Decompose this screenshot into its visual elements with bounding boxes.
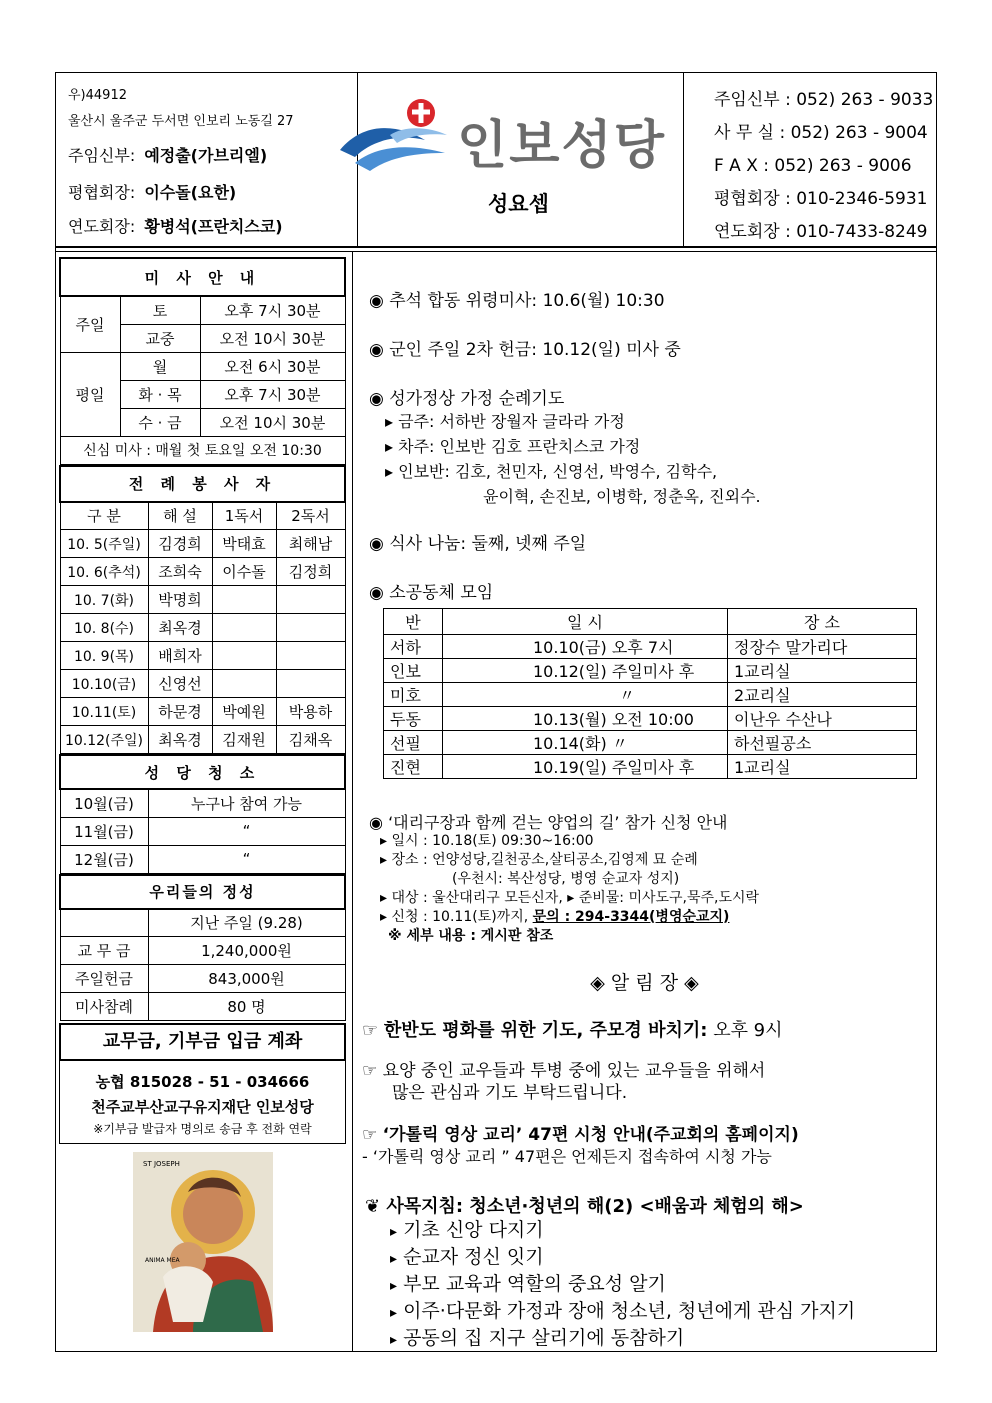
contact-prayer: 연도회장 : 010-7433-8249 bbox=[714, 222, 928, 242]
notice-meal bbox=[369, 529, 586, 554]
servers-header: 2독서 bbox=[276, 502, 345, 530]
yangeop-list bbox=[380, 832, 759, 946]
bulletin-peace bbox=[362, 1016, 783, 1042]
servers-title: 전 례 봉 사 자 bbox=[60, 466, 345, 502]
triangle-icon: ▸ bbox=[567, 890, 575, 906]
table-cell bbox=[276, 614, 345, 642]
table-row bbox=[60, 558, 345, 586]
prayer-name: 황병석(프란치스코) bbox=[144, 217, 283, 236]
table-cell: 신영선 bbox=[148, 670, 212, 698]
notice-community bbox=[369, 578, 493, 603]
cleaning-note: “ bbox=[148, 845, 345, 873]
table-cell: 10.11(토) bbox=[60, 698, 148, 726]
triangle-icon: ▸ bbox=[385, 462, 394, 481]
mass-day: 토 bbox=[120, 296, 200, 324]
prayer-label: 연도회장: bbox=[68, 217, 136, 236]
notice-military bbox=[369, 335, 681, 360]
notice-label: 추석 합동 위령미사: bbox=[389, 291, 538, 311]
column-divider bbox=[352, 252, 353, 1352]
dove-icon: ❦ bbox=[365, 1196, 381, 1217]
bulletin-text: 많은 관심과 기도 부탁드립니다. bbox=[392, 1083, 628, 1103]
table-cell: 배희자 bbox=[148, 642, 212, 670]
table-row bbox=[60, 726, 345, 754]
bullseye-icon: ◉ bbox=[369, 291, 384, 311]
community-body bbox=[384, 635, 917, 779]
offering-label: 미사참례 bbox=[60, 993, 148, 1021]
table-row bbox=[60, 614, 345, 642]
pastoral-list bbox=[390, 1218, 855, 1353]
account-number: 농협 815028 - 51 - 034666 bbox=[95, 1073, 310, 1091]
mass-day: 월 bbox=[120, 352, 200, 380]
church-name: 인보성당 bbox=[457, 116, 666, 176]
council-name: 이수돌(요한) bbox=[144, 183, 237, 202]
offering-period: 지난 주일 (9.28) bbox=[148, 909, 345, 937]
cleaning-month: 10월(금) bbox=[60, 789, 148, 817]
table-row bbox=[384, 683, 917, 707]
table-cell: 하선필공소 bbox=[728, 731, 917, 755]
list-item-text: 순교자 정신 잇기 bbox=[403, 1246, 544, 1268]
pastor-row bbox=[68, 143, 267, 166]
table-cell bbox=[212, 614, 276, 642]
pastoral-title-row bbox=[365, 1192, 804, 1218]
list-item-text: 금주: 서하반 장월자 글라라 가정 bbox=[398, 412, 625, 431]
table-cell: 1교리실 bbox=[728, 755, 917, 779]
list-item bbox=[390, 1299, 855, 1326]
church-logo-icon bbox=[335, 95, 465, 175]
header-rule-2 bbox=[55, 251, 937, 252]
table-cell: 조희숙 bbox=[148, 558, 212, 586]
table-row bbox=[60, 698, 345, 726]
mass-day: 수 · 금 bbox=[120, 408, 200, 436]
servers-header: 1독서 bbox=[212, 502, 276, 530]
table-cell bbox=[276, 642, 345, 670]
list-item bbox=[380, 832, 759, 851]
mass-time: 오전 6시 30분 bbox=[200, 352, 345, 380]
contact-pastor: 주임신부 : 052) 263 - 9033 bbox=[714, 90, 934, 110]
header-divider-right bbox=[683, 72, 684, 247]
offering-table bbox=[59, 874, 346, 1022]
table-row bbox=[384, 731, 917, 755]
table-cell: 김채옥 bbox=[276, 726, 345, 754]
table-cell: 김재원 bbox=[212, 726, 276, 754]
offering-title: 우리들의 정성 bbox=[60, 875, 345, 909]
table-cell: 김정희 bbox=[276, 558, 345, 586]
list-item bbox=[380, 908, 759, 927]
list-item bbox=[390, 1326, 855, 1353]
table-cell: 10.12(주일) bbox=[60, 726, 148, 754]
pastoral-title: 사목지침: 청소년·청년의 해(2) <배움과 체험의 해> bbox=[386, 1196, 804, 1217]
table-cell: 10. 7(화) bbox=[60, 586, 148, 614]
address: 울산시 울주군 두서면 인보리 노동길 27 bbox=[68, 114, 294, 129]
list-item-text: 이주·다문화 가정과 장애 청소년, 청년에게 관심 가지기 bbox=[403, 1300, 856, 1322]
triangle-icon: ▸ bbox=[390, 1224, 398, 1240]
table-cell: 선필 bbox=[384, 731, 443, 755]
table-cell: 10.13(월) 오전 10:00 bbox=[443, 707, 728, 731]
triangle-icon: ▸ bbox=[390, 1251, 398, 1267]
table-cell: 〃 bbox=[443, 683, 728, 707]
list-item bbox=[390, 1245, 855, 1272]
list-item bbox=[390, 1218, 855, 1245]
table-cell: 박명희 bbox=[148, 586, 212, 614]
left-column bbox=[59, 257, 346, 1332]
cleaning-note: 누구나 참여 가능 bbox=[148, 789, 345, 817]
bullseye-icon: ◉ bbox=[369, 534, 384, 554]
header-rule bbox=[55, 246, 937, 248]
list-item bbox=[390, 1272, 855, 1299]
bulletin-text: ‘가톨릭 영상 교리’ 47편 시청 안내(주교회의 홈페이지) bbox=[382, 1125, 799, 1145]
cleaning-title: 성 당 청 소 bbox=[60, 755, 345, 789]
detail-note: ※ 세부 내용 : 게시판 참조 bbox=[388, 928, 554, 944]
mass-day: 교중 bbox=[120, 324, 200, 352]
pastor-name: 예정출(가브리엘) bbox=[144, 146, 268, 165]
triangle-icon: ▸ bbox=[380, 833, 388, 849]
mass-time: 오후 7시 30분 bbox=[200, 380, 345, 408]
table-cell: 10.10(금) 오후 7시 bbox=[443, 635, 728, 659]
triangle-icon: ▸ bbox=[385, 412, 394, 431]
table-cell: 박태효 bbox=[212, 530, 276, 558]
weekday-label: 평일 bbox=[60, 352, 120, 436]
list-item-text: 인보반: 김호, 천민자, 신영선, 박영수, 김학수, bbox=[398, 462, 718, 481]
table-row bbox=[384, 659, 917, 683]
table-row bbox=[60, 530, 345, 558]
notice-label: 성가정상 가정 순례기도 bbox=[389, 389, 565, 409]
table-cell: 박예원 bbox=[212, 698, 276, 726]
sunday-label: 주일 bbox=[60, 296, 120, 352]
table-cell bbox=[212, 586, 276, 614]
saint-label: ST JOSEPH bbox=[142, 1160, 180, 1168]
table-cell: 서하 bbox=[384, 635, 443, 659]
notice-yangeop bbox=[369, 810, 728, 833]
list-item bbox=[385, 434, 761, 459]
table-cell: 진현 bbox=[384, 755, 443, 779]
triangle-icon: ▸ bbox=[390, 1332, 398, 1348]
triangle-icon: ▸ bbox=[385, 437, 394, 456]
cleaning-table bbox=[59, 754, 346, 874]
bullseye-icon: ◉ bbox=[369, 340, 384, 360]
notice-value: 10.6(월) 10:30 bbox=[542, 291, 665, 311]
table-row bbox=[60, 670, 345, 698]
mass-time: 오전 10시 30분 bbox=[200, 324, 345, 352]
table-cell: 정장수 말가리다 bbox=[728, 635, 917, 659]
list-item-text: 장소 : 언양성당,길천공소,살티공소,김영제 묘 순례 bbox=[391, 852, 698, 868]
offering-value: 843,000원 bbox=[148, 965, 345, 993]
table-cell: 10. 5(주일) bbox=[60, 530, 148, 558]
mass-time: 오후 7시 30분 bbox=[200, 296, 345, 324]
bulletin-text: - ‘가톨릭 영상 교리 ” 47편은 언제든지 접속하여 시청 가능 bbox=[362, 1147, 772, 1166]
table-cell bbox=[212, 670, 276, 698]
notice-label: 식사 나눔: bbox=[389, 534, 467, 554]
table-cell: 박용하 bbox=[276, 698, 345, 726]
contact-fax: F A X : 052) 263 - 9006 bbox=[714, 156, 912, 176]
saint-joseph-icon bbox=[133, 1152, 273, 1332]
list-item-text: 기초 신앙 다지기 bbox=[403, 1219, 544, 1241]
cleaning-note: “ bbox=[148, 817, 345, 845]
pastor-label: 주임신부: bbox=[68, 146, 136, 165]
table-cell bbox=[276, 670, 345, 698]
council-row bbox=[68, 180, 236, 203]
account-holder: 천주교부산교구유지재단 인보성당 bbox=[91, 1098, 314, 1116]
table-cell bbox=[212, 642, 276, 670]
table-cell bbox=[276, 586, 345, 614]
list-item bbox=[385, 459, 761, 484]
inquiry-phone: 문의 : 294-3344(병영순교지) bbox=[532, 909, 730, 925]
community-header: 일 시 bbox=[443, 609, 728, 635]
cleaning-month: 11월(금) bbox=[60, 817, 148, 845]
table-row bbox=[384, 635, 917, 659]
doc-title: 성요셉 bbox=[488, 192, 549, 216]
community-header: 반 bbox=[384, 609, 443, 635]
community-table bbox=[383, 608, 917, 779]
table-cell: 10.10(금) bbox=[60, 670, 148, 698]
list-item-text: 일시 : 10.18(토) 09:30~16:00 bbox=[391, 833, 594, 849]
list-item-text: 공동의 집 지구 살리기에 동참하기 bbox=[403, 1327, 685, 1349]
notice-label: ‘대리구장과 함께 걷는 양업의 길’ 참가 신청 안내 bbox=[388, 813, 728, 832]
triangle-icon: ▸ bbox=[380, 890, 388, 906]
table-cell: 2교리실 bbox=[728, 683, 917, 707]
notice-value: 둘째, 넷째 주일 bbox=[471, 534, 587, 554]
pointing-hand-icon: ☞ bbox=[362, 1125, 378, 1145]
table-cell: 10. 9(목) bbox=[60, 642, 148, 670]
table-cell: 김경희 bbox=[148, 530, 212, 558]
list-item-text: 대상 : 울산대리구 모든신자, bbox=[391, 890, 563, 906]
triangle-icon: ▸ bbox=[390, 1305, 398, 1321]
servers-header: 해 설 bbox=[148, 502, 212, 530]
mass-time: 오전 10시 30분 bbox=[200, 408, 345, 436]
list-item bbox=[380, 889, 759, 908]
bullseye-icon: ◉ bbox=[369, 813, 383, 832]
account-note: ※기부금 발급자 명의로 송금 후 전화 연락 bbox=[93, 1122, 312, 1136]
pilgrimage-list bbox=[385, 409, 761, 509]
list-item-text: 부모 교육과 역할의 중요성 알기 bbox=[403, 1273, 666, 1295]
table-cell: 최옥경 bbox=[148, 726, 212, 754]
bullseye-icon: ◉ bbox=[369, 583, 384, 603]
table-row bbox=[60, 586, 345, 614]
list-item bbox=[380, 851, 759, 870]
bulletin-value: 오후 9시 bbox=[713, 1020, 783, 1041]
triangle-icon: ▸ bbox=[390, 1278, 398, 1294]
list-item-text: 신청 : 10.11(토)까지, bbox=[391, 909, 529, 925]
list-item bbox=[385, 409, 761, 434]
community-header: 장 소 bbox=[728, 609, 917, 635]
bulletin-sick bbox=[362, 1060, 765, 1104]
bulletin-title: ◈ 알 림 장 ◈ bbox=[590, 972, 699, 994]
servers-header: 구 분 bbox=[60, 502, 148, 530]
table-cell: 두동 bbox=[384, 707, 443, 731]
table-cell: 10.19(일) 주일미사 후 bbox=[443, 755, 728, 779]
table-row bbox=[60, 642, 345, 670]
postal-code: 우)44912 bbox=[68, 88, 127, 103]
offering-value: 1,240,000원 bbox=[148, 937, 345, 965]
bulletin-text: 요양 중인 교우들과 투병 중에 있는 교우들을 위해서 bbox=[382, 1061, 766, 1081]
offering-value: 80 명 bbox=[148, 993, 345, 1021]
mass-title: 미 사 안 내 bbox=[60, 258, 345, 296]
pointing-hand-icon: ☞ bbox=[362, 1061, 378, 1081]
council-label: 평협회장: bbox=[68, 183, 136, 202]
table-cell: 최해남 bbox=[276, 530, 345, 558]
bulletin-video bbox=[362, 1124, 799, 1168]
table-cell: 1교리실 bbox=[728, 659, 917, 683]
contact-office: 사 무 실 : 052) 263 - 9004 bbox=[714, 123, 928, 143]
servers-table bbox=[59, 465, 346, 755]
table-cell: 10.14(화) 〃 bbox=[443, 731, 728, 755]
table-cell: 미호 bbox=[384, 683, 443, 707]
table-cell: 10. 8(수) bbox=[60, 614, 148, 642]
contact-list bbox=[714, 84, 933, 249]
notice-label: 소공동체 모임 bbox=[389, 583, 494, 603]
table-cell: 인보 bbox=[384, 659, 443, 683]
notice-chuseok bbox=[369, 286, 665, 311]
mass-day: 화 · 목 bbox=[120, 380, 200, 408]
notice-label: 군인 주일 2차 헌금: bbox=[389, 340, 537, 360]
account-box bbox=[59, 1061, 346, 1144]
scroll-label: ANIMA MEA bbox=[144, 1257, 180, 1264]
offering-label: 주일헌금 bbox=[60, 965, 148, 993]
bullseye-icon: ◉ bbox=[369, 389, 384, 409]
account-title: 교무금, 기부금 입금 계좌 bbox=[59, 1023, 346, 1061]
list-item-text: 차주: 인보반 김호 프란치스코 가정 bbox=[398, 437, 641, 456]
pointing-hand-icon: ☞ bbox=[362, 1020, 379, 1041]
mass-table bbox=[59, 257, 346, 465]
offering-label: 교 무 금 bbox=[60, 937, 148, 965]
triangle-icon: ▸ bbox=[380, 909, 388, 925]
servers-body bbox=[60, 530, 345, 754]
bulletin-label: 한반도 평화를 위한 기도, 주모경 바치기: bbox=[383, 1020, 708, 1041]
list-item-cont: 윤이혁, 손진보, 이병학, 정춘옥, 진외수. bbox=[483, 487, 761, 506]
table-cell: 이수돌 bbox=[212, 558, 276, 586]
contact-council: 평협회장 : 010-2346-5931 bbox=[714, 189, 928, 209]
notice-value: 10.12(일) 미사 중 bbox=[542, 340, 681, 360]
notice-pilgrimage bbox=[369, 384, 564, 409]
triangle-icon: ▸ bbox=[380, 852, 388, 868]
list-item-text: 준비물: 미사도구,묵주,도시락 bbox=[578, 890, 760, 906]
table-row bbox=[384, 755, 917, 779]
table-cell: 10.12(일) 주일미사 후 bbox=[443, 659, 728, 683]
table-cell: 최옥경 bbox=[148, 614, 212, 642]
table-cell: 이난우 수산나 bbox=[728, 707, 917, 731]
first-saturday-mass: 신심 미사 : 매월 첫 토요일 오전 10:30 bbox=[60, 436, 345, 464]
prayer-row bbox=[68, 214, 283, 237]
list-item-cont: (우천시: 복산성당, 병영 순교자 성지) bbox=[452, 871, 680, 887]
cleaning-month: 12월(금) bbox=[60, 845, 148, 873]
table-cell: 10. 6(추석) bbox=[60, 558, 148, 586]
table-cell: 하문경 bbox=[148, 698, 212, 726]
table-row bbox=[384, 707, 917, 731]
